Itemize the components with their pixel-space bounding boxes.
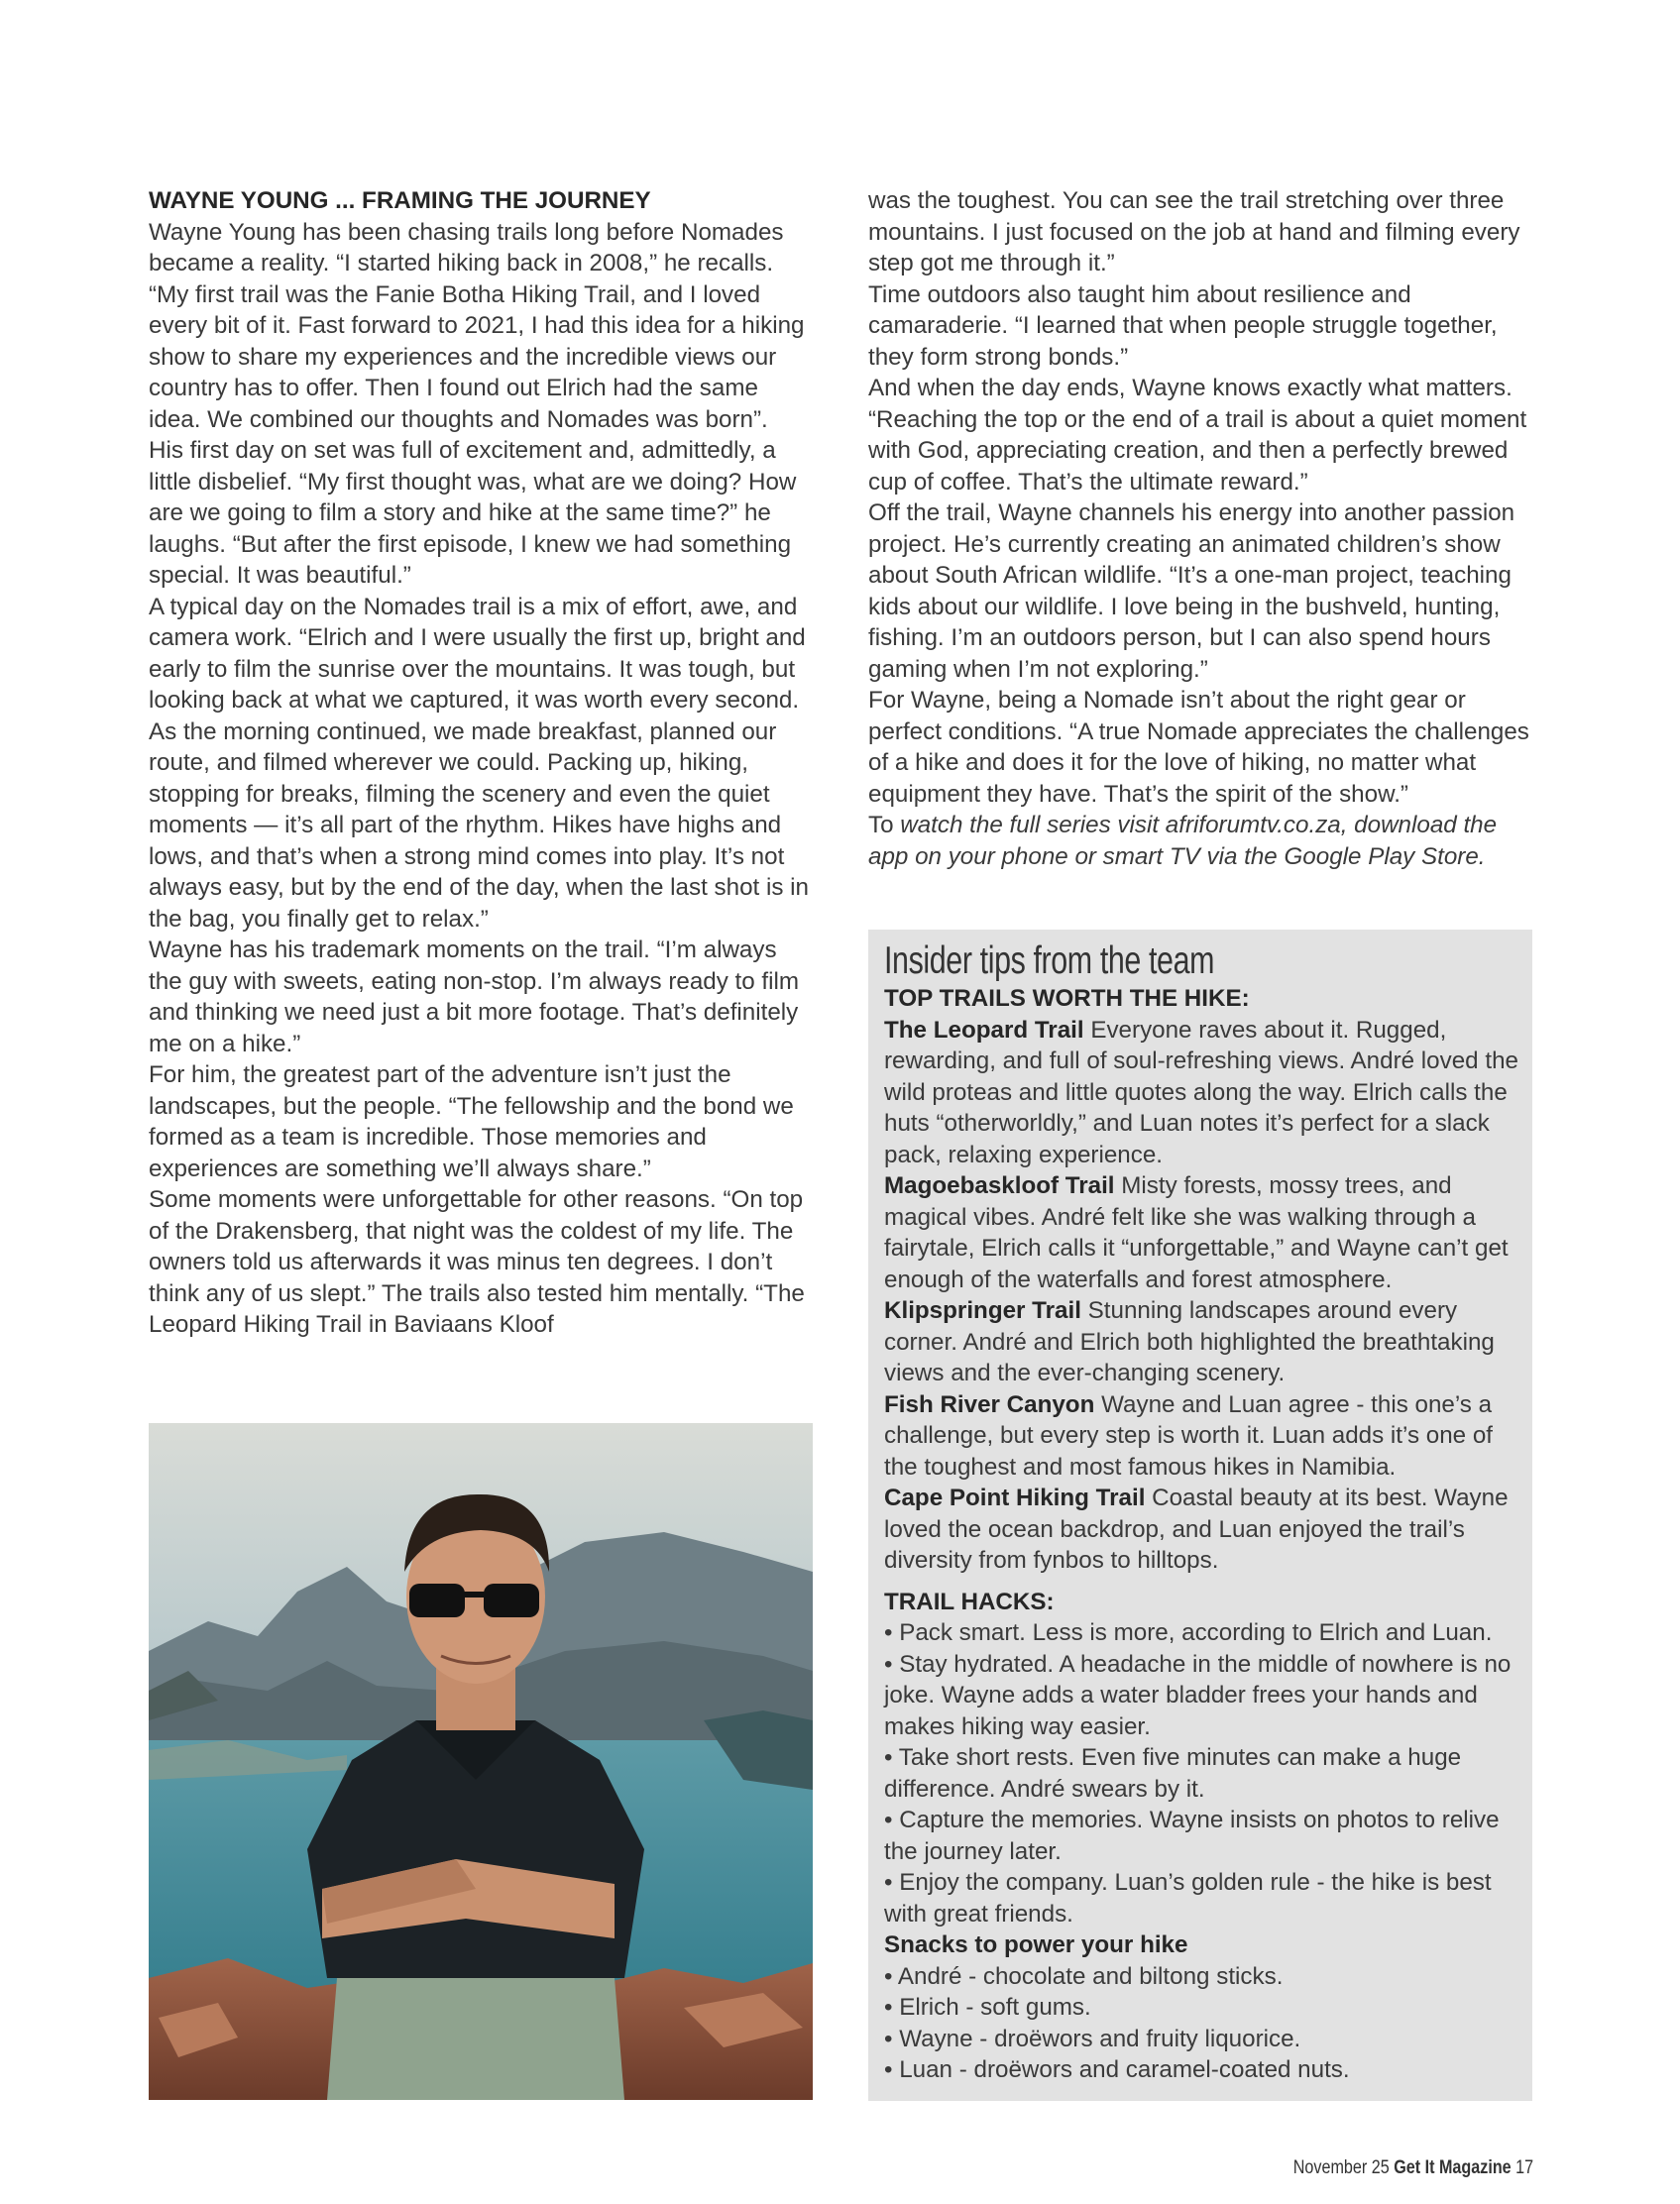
- trail-item: [884, 1389, 1518, 1484]
- trail-item: [884, 1483, 1518, 1577]
- hack-item: • Take short rests. Even five minutes can make a huge difference. André swears by it.: [884, 1744, 1462, 1803]
- trail-item: [884, 1015, 1518, 1171]
- hack-item: • Capture the memories. Wayne insists on photos to relive the journey later.: [884, 1807, 1500, 1865]
- body-paragraph: Wayne has his trademark moments on the trail. “I’m always the guy with sweets, eating non-stop. I’m always ready to film and thinking we need just a bit more footage. That’s definitely me on a hike.”: [149, 937, 800, 1057]
- body-paragraph: Some moments were unforgettable for other reasons. “On top of the Drakensberg, that night was the coldest of my life. The owners told us afterwards it was minus ten degrees. I don’t think any of us slept.” The trails also tested him mentally. “The Leopard Hiking Trail in Baviaans Kloof: [149, 1186, 805, 1338]
- right-column: [868, 185, 1532, 872]
- trail-name: Magoebaskloof Trail: [884, 1172, 1115, 1199]
- snack-item: • Wayne - droëwors and fruity liquorice.: [884, 2025, 1301, 2052]
- section-heading: WAYNE YOUNG ... FRAMING THE JOURNEY: [149, 187, 651, 214]
- trail-name: Klipspringer Trail: [884, 1297, 1081, 1324]
- trail-text: Everyone raves about it. Rugged, rewarding, and full of soul-refreshing views. André loved the wild proteas and little quotes along the way. Elrich calls the huts “otherworldly,” and Luan notes it’s perfect for a slack pack, relaxing experience.: [884, 1016, 1518, 1168]
- body-paragraph: For him, the greatest part of the adventure isn’t just the landscapes, but the people. “The fellowship and the bond we formed as a team is incredible. Those memories and experiences are something we’ll always share.”: [149, 1061, 794, 1182]
- snack-item: • Luan - droëwors and caramel-coated nuts.: [884, 2056, 1350, 2083]
- body-paragraph: Off the trail, Wayne channels his energy into another passion project. He’s currently creating an animated children’s show about South African wildlife. “It’s a one-man project, teaching kids about our wildlife. I love being in the bushveld, hunting, fishing. I’m an outdoors person, but I can also spend hours gaming when I’m not exploring.”: [868, 499, 1515, 683]
- page-number: 17: [1515, 2157, 1533, 2178]
- snack-item: • André - chocolate and biltong sticks.: [884, 1962, 1284, 1990]
- body-paragraph: For Wayne, being a Nomade isn’t about the right gear or perfect conditions. “A true Nomade appreciates the challenges of a hike and does it for the love of hiking, no matter what equipment they have. That’s the spirit of the show.”: [868, 687, 1529, 808]
- body-paragraph: Wayne Young has been chasing trails long before Nomades became a reality. “I started hiking back in 2008,” he recalls. “My first trail was the Fanie Botha Hiking Trail, and I loved every bit of it. Fast forward to 2021, I had this idea for a hiking show to share my experiences and the incredible views our country has to offer. Then I found out Elrich had the same idea. We combined our thoughts and Nomades was born”.: [149, 218, 805, 433]
- trail-item: [884, 1170, 1518, 1295]
- portrait-photo: [149, 1423, 813, 2100]
- trail-item: [884, 1295, 1518, 1389]
- closing-note: [868, 810, 1532, 872]
- body-paragraph: His first day on set was full of excitement and, admittedly, a little disbelief. “My first thought was, what are we doing? How are we going to film a story and hike at the same time?” he laughs. “But after the first episode, I knew we had something special. It was beautiful.”: [149, 437, 797, 589]
- trail-name: Fish River Canyon: [884, 1390, 1095, 1418]
- hack-item: • Enjoy the company. Luan’s golden rule - the hike is best with great friends.: [884, 1869, 1492, 1928]
- trail-text: Wayne and Luan agree - this one’s a challenge, but every step is worth it. Luan adds it’s one of the toughest and most famous hikes in Namibia.: [884, 1390, 1494, 1481]
- snack-item: • Elrich - soft gums.: [884, 1994, 1091, 2021]
- trail-text: Coastal beauty at its best. Wayne loved the ocean backdrop, and Luan enjoyed the trail’s diversity from fynbos to hilltops.: [884, 1485, 1509, 1574]
- trail-name: Cape Point Hiking Trail: [884, 1485, 1146, 1511]
- body-paragraph: was the toughest. You can see the trail stretching over three mountains. I just focused on the job at hand and filming every step got me through it.”: [868, 187, 1520, 276]
- box-title: Insider tips from the team: [884, 939, 1215, 982]
- left-column: [149, 185, 813, 1341]
- page-footer: [1293, 2157, 1533, 2179]
- trail-hacks-heading: TRAIL HACKS:: [884, 1588, 1055, 1615]
- closing-prefix: To: [868, 812, 901, 838]
- insider-tips-box: [868, 930, 1532, 2101]
- trail-name: The Leopard Trail: [884, 1016, 1084, 1044]
- snacks-heading: Snacks to power your hike: [884, 1931, 1188, 1958]
- body-paragraph: A typical day on the Nomades trail is a mix of effort, awe, and camera work. “Elrich and I were usually the first up, bright and early to film the sunrise over the mountains. It was tough, but looking back at what we captured, it was worth every second. As the morning continued, we made breakfast, planned our route, and filmed wherever we could. Packing up, hiking, stopping for breaks, filming the scenery and even the quiet moments — it’s all part of the rhythm. Hikes have highs and lows, and that’s when a strong mind comes into play. It’s not always easy, but by the end of the day, when the last shot is in the bag, you finally get to relax.”: [149, 593, 809, 933]
- hack-item: • Pack smart. Less is more, according to Elrich and Luan.: [884, 1619, 1493, 1646]
- closing-link-text: watch the full series visit afriforumtv.co.za, download the app on your phone or smart TV via the Google Play Store.: [868, 812, 1498, 870]
- issue-date: November 25: [1292, 2157, 1390, 2178]
- magazine-name: Get It Magazine: [1394, 2157, 1512, 2178]
- body-paragraph: Time outdoors also taught him about resilience and camaraderie. “I learned that when people struggle together, they form strong bonds.”: [868, 280, 1498, 371]
- hack-item: • Stay hydrated. A headache in the middle of nowhere is no joke. Wayne adds a water bladder frees your hands and makes hiking way easier.: [884, 1650, 1512, 1740]
- trail-text: Misty forests, mossy trees, and magical vibes. André felt like she was walking through a fairytale, Elrich calls it “unforgettable,” and Wayne can’t get enough of the waterfalls and forest atmosphere.: [884, 1172, 1509, 1293]
- trail-text: Stunning landscapes around every corner. André and Elrich both highlighted the breathtaking views and the ever-changing scenery.: [884, 1297, 1495, 1386]
- spacer: [884, 1577, 1518, 1587]
- body-paragraph: And when the day ends, Wayne knows exactly what matters. “Reaching the top or the end of a trail is about a quiet moment with God, appreciating creation, and then a perfectly brewed cup of coffee. That’s the ultimate reward.”: [868, 375, 1527, 496]
- top-trails-heading: TOP TRAILS WORTH THE HIKE:: [884, 985, 1250, 1012]
